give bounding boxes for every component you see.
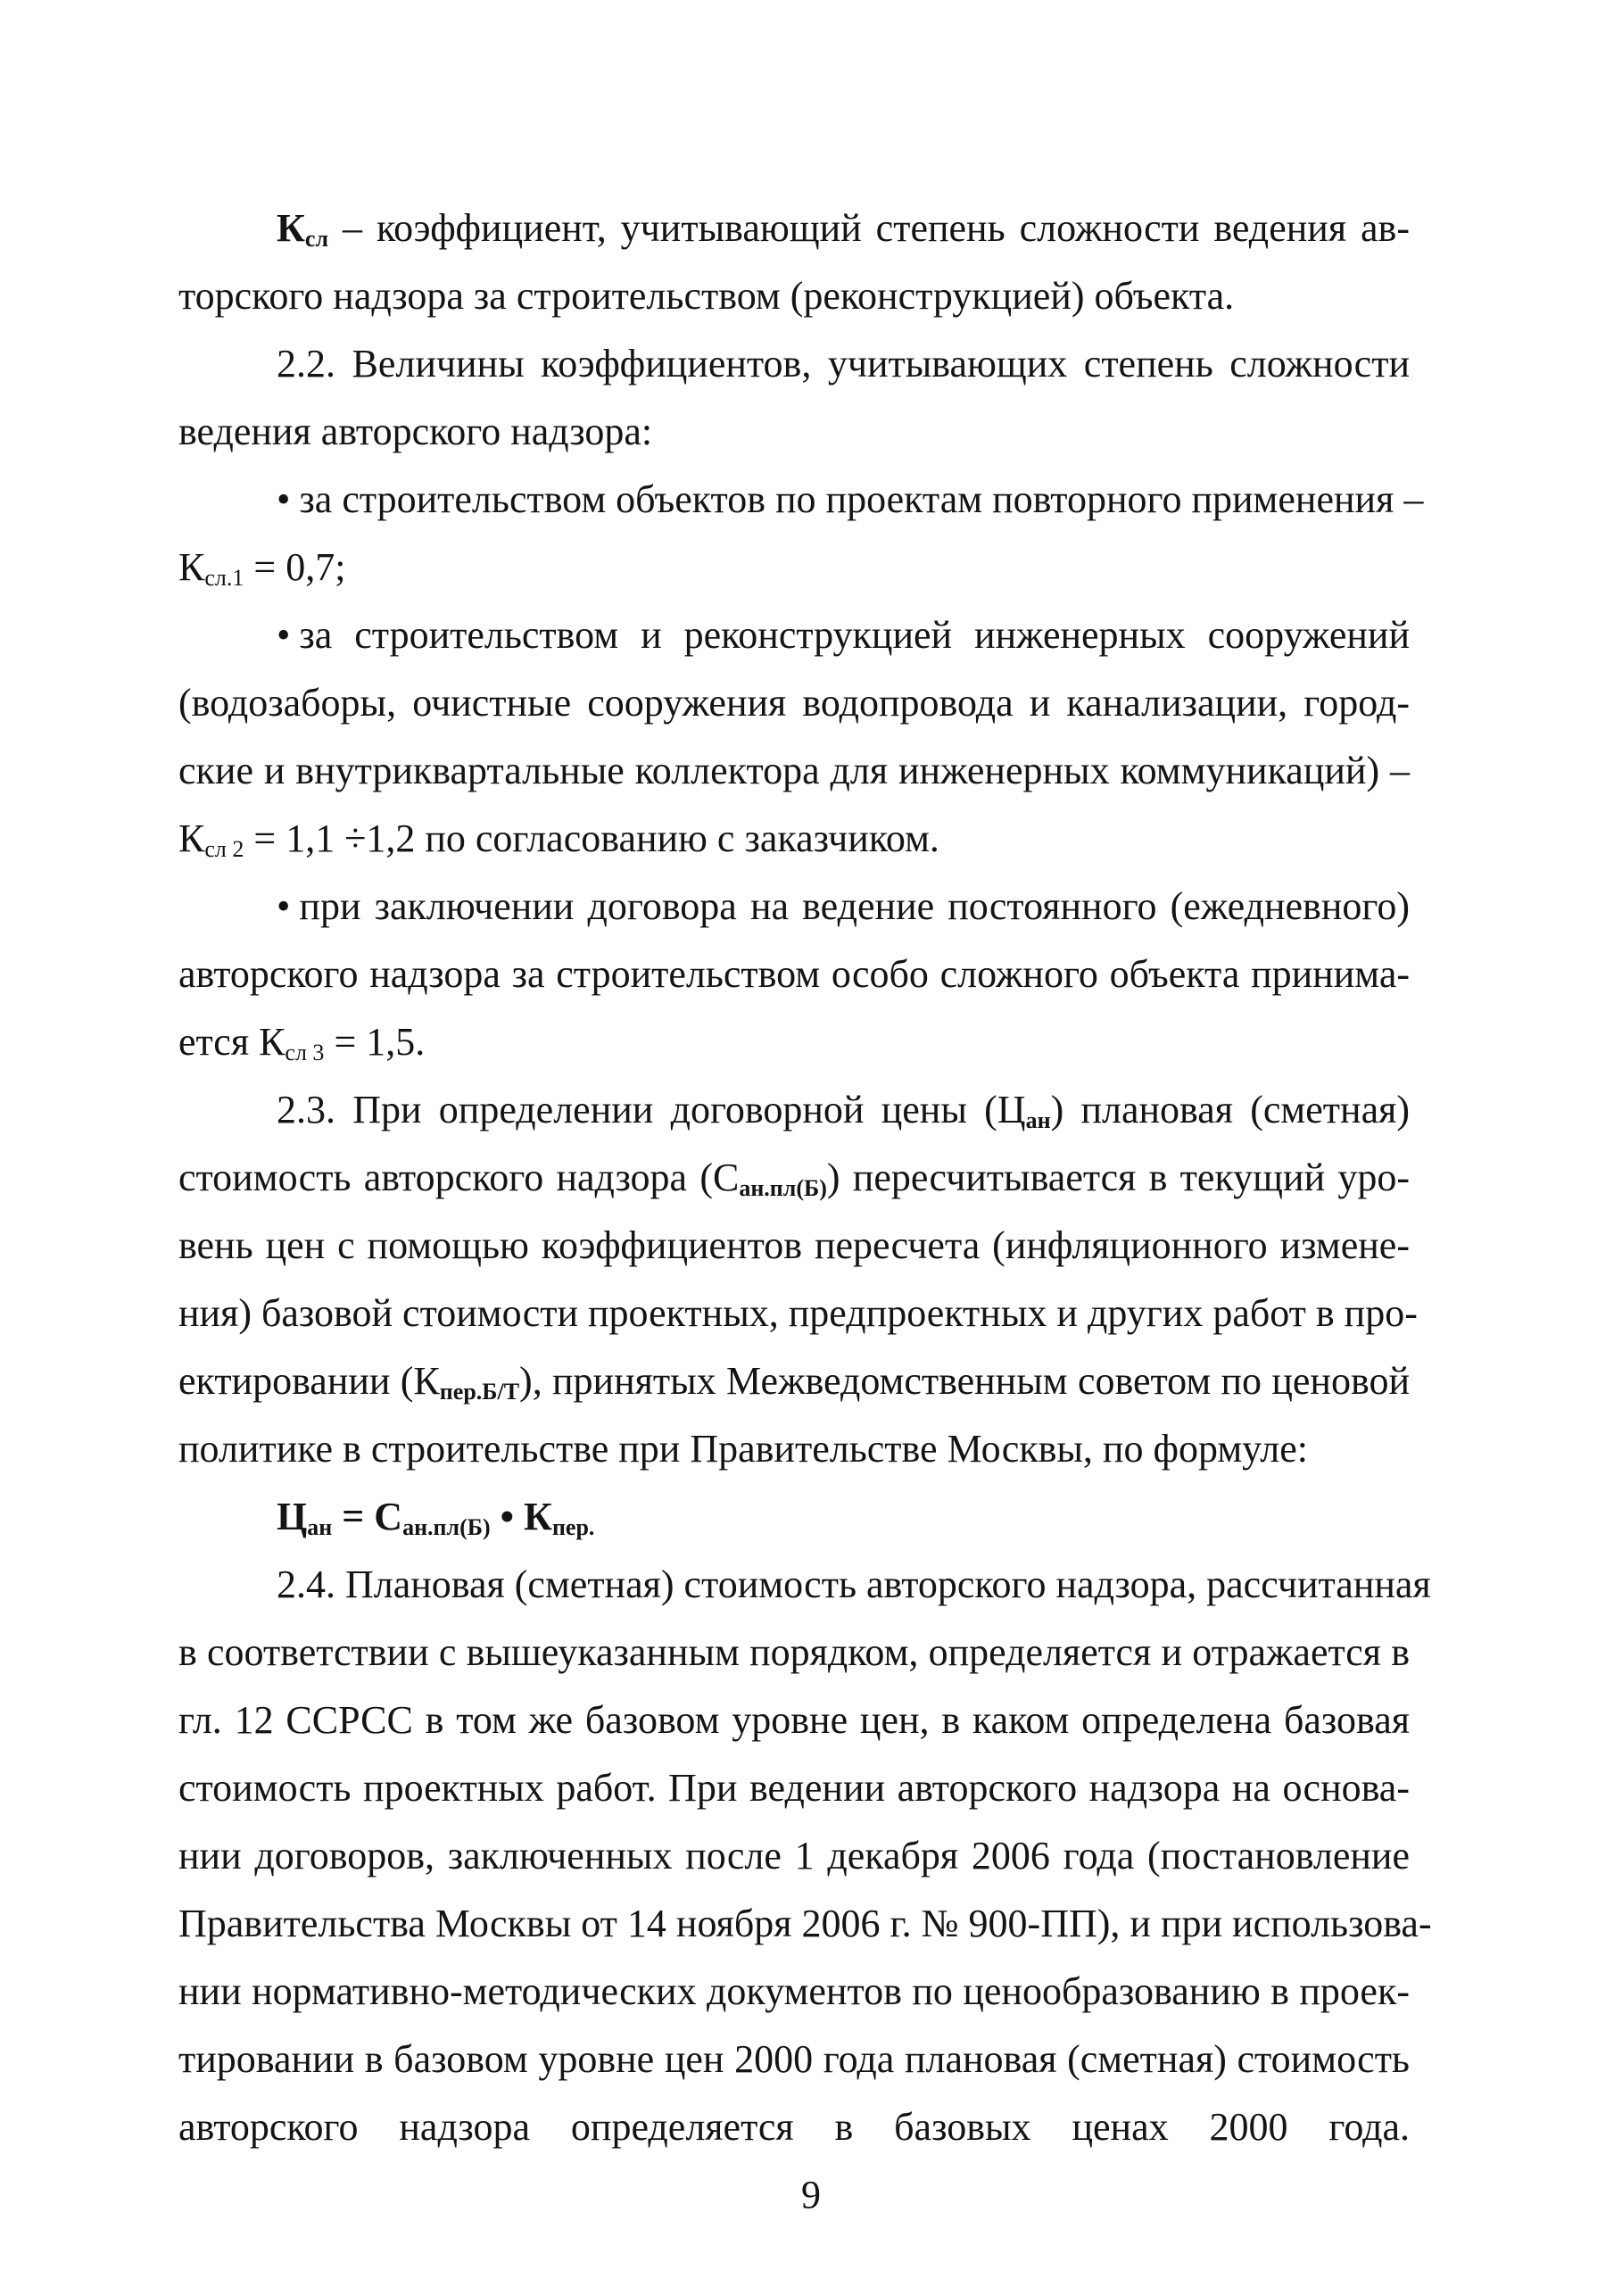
text-line: ведения авторского надзора: — [178, 410, 653, 453]
price-formula — [277, 1483, 594, 1551]
text-line: нии договоров, заключенных после 1 декабря 2006 года (постановление — [178, 1834, 1410, 1877]
text-line — [178, 534, 1410, 601]
text-line — [178, 1144, 1410, 1212]
formula-subscript: пер. — [551, 1514, 595, 1540]
text-line — [178, 466, 1424, 534]
bullet-icon: • — [277, 884, 291, 928]
text-line — [178, 1347, 1410, 1415]
symbol-k: К — [277, 206, 305, 250]
formula-equals: = — [332, 1495, 375, 1538]
page-number: 9 — [801, 2173, 821, 2217]
text-line: вень цен с помощью коэффициентов пересчета (инфляционного измене- — [178, 1223, 1410, 1267]
text-fragment: = 1,1 ÷1,2 по согласованию с заказчиком. — [244, 816, 939, 860]
text-fragment: ) пересчитывается в текущий уро- — [826, 1156, 1410, 1199]
text-fragment: ), принятых Межведомственным советом по ценовой — [519, 1359, 1411, 1403]
text-fragment: при заключении договора на ведение постоянного (ежедневного) — [299, 884, 1410, 928]
text-line — [178, 601, 1410, 669]
text-fragment: = 0,7; — [244, 545, 346, 589]
text-line: (водозаборы, очистные сооружения водопровода и канализации, город- — [178, 681, 1410, 725]
bullet-item-repeat-projects — [178, 466, 1424, 601]
text-fragment: за строительством объектов по проектам повторного применения – — [299, 477, 1424, 521]
text-fragment: ектировании (К — [178, 1359, 440, 1403]
bullet-icon: • — [277, 613, 291, 657]
formula-symbol-c-price: Ц — [277, 1495, 308, 1538]
text-line: Правительства Москвы от 14 ноября 2006 г. № 900-ПП), и при использова- — [178, 1902, 1432, 1945]
text-line: торского надзора за строительством (реконструкцией) объекта. — [178, 274, 1235, 318]
text-line: политике в строительстве при Правительстве Москвы, по формуле: — [178, 1427, 1308, 1471]
paragraph-2-4 — [178, 1551, 1432, 2161]
text-line: нии нормативно-методических документов по ценообразованию в проек- — [178, 1969, 1410, 2013]
bullet-item-permanent-supervision — [178, 873, 1410, 1076]
symbol-subscript: ан.пл(Б) — [739, 1175, 827, 1201]
symbol-k: К — [178, 816, 205, 860]
text-line: 2.4. Плановая (сметная) стоимость авторского надзора, рассчитанная — [277, 1562, 1431, 1606]
text-line — [178, 1076, 1410, 1144]
text-fragment: = 1,5. — [324, 1020, 426, 1064]
text-line: стоимость проектных работ. При ведении авторского надзора на основа- — [178, 1766, 1410, 1810]
symbol-subscript: сл — [304, 226, 329, 252]
paragraph-ksl-definition — [178, 195, 1410, 330]
symbol-subscript: пер.Б/Т — [439, 1379, 520, 1405]
text-line: авторского надзора за строительством особо сложного объекта принима- — [178, 952, 1410, 996]
text-line: тировании в базовом уровне цен 2000 года плановая (сметная) стоимость — [178, 2037, 1410, 2081]
text-line: в соответствии с вышеуказанным порядком, определяется и отражается в — [178, 1630, 1410, 1674]
formula-symbol-c-cost: С — [374, 1495, 403, 1538]
text-line: гл. 12 ССРСС в том же базовом уровне цен, в каком определена базовая — [178, 1698, 1410, 1742]
text-fragment: стоимость авторского надзора (С — [178, 1156, 740, 1199]
text-fragment: 2.3. При определении договорной цены (Ц — [277, 1088, 1026, 1131]
text-line: ские и внутриквартальные коллектора для инженерных коммуникаций) – — [178, 749, 1410, 792]
symbol-subscript: сл 2 — [204, 836, 244, 862]
text-line — [178, 873, 1410, 941]
bullet-item-engineering-structures — [178, 601, 1410, 873]
text-line — [178, 805, 1410, 873]
formula-subscript: ан — [307, 1514, 333, 1540]
text-line: 2.2. Величины коэффициентов, учитывающих степень сложности — [277, 342, 1410, 385]
paragraph-2-3 — [178, 1076, 1418, 1483]
formula-multiply: • — [490, 1495, 525, 1538]
text-line — [178, 195, 1410, 262]
text-fragment: – коэффициент, учитывающий степень сложности ведения ав- — [328, 206, 1410, 250]
formula-subscript: ан.пл(Б) — [402, 1514, 491, 1540]
symbol-subscript: сл.1 — [204, 565, 244, 591]
symbol-subscript: сл 3 — [285, 1040, 325, 1065]
symbol-k: К — [178, 545, 205, 589]
paragraph-2-2 — [178, 330, 1410, 466]
text-fragment: ) плановая (сметная) — [1050, 1088, 1410, 1131]
symbol-subscript: ан — [1025, 1107, 1051, 1133]
text-line — [178, 1008, 1410, 1076]
text-line: авторского надзора определяется в базовых ценах 2000 года. — [178, 2105, 1410, 2149]
text-line: ния) базовой стоимости проектных, предпроектных и других работ в про- — [178, 1291, 1418, 1335]
bullet-icon: • — [277, 477, 291, 521]
text-fragment: ется К — [178, 1020, 286, 1064]
formula-symbol-k: К — [524, 1495, 552, 1538]
text-fragment: за строительством и реконструкцией инженерных сооружений — [299, 613, 1410, 657]
